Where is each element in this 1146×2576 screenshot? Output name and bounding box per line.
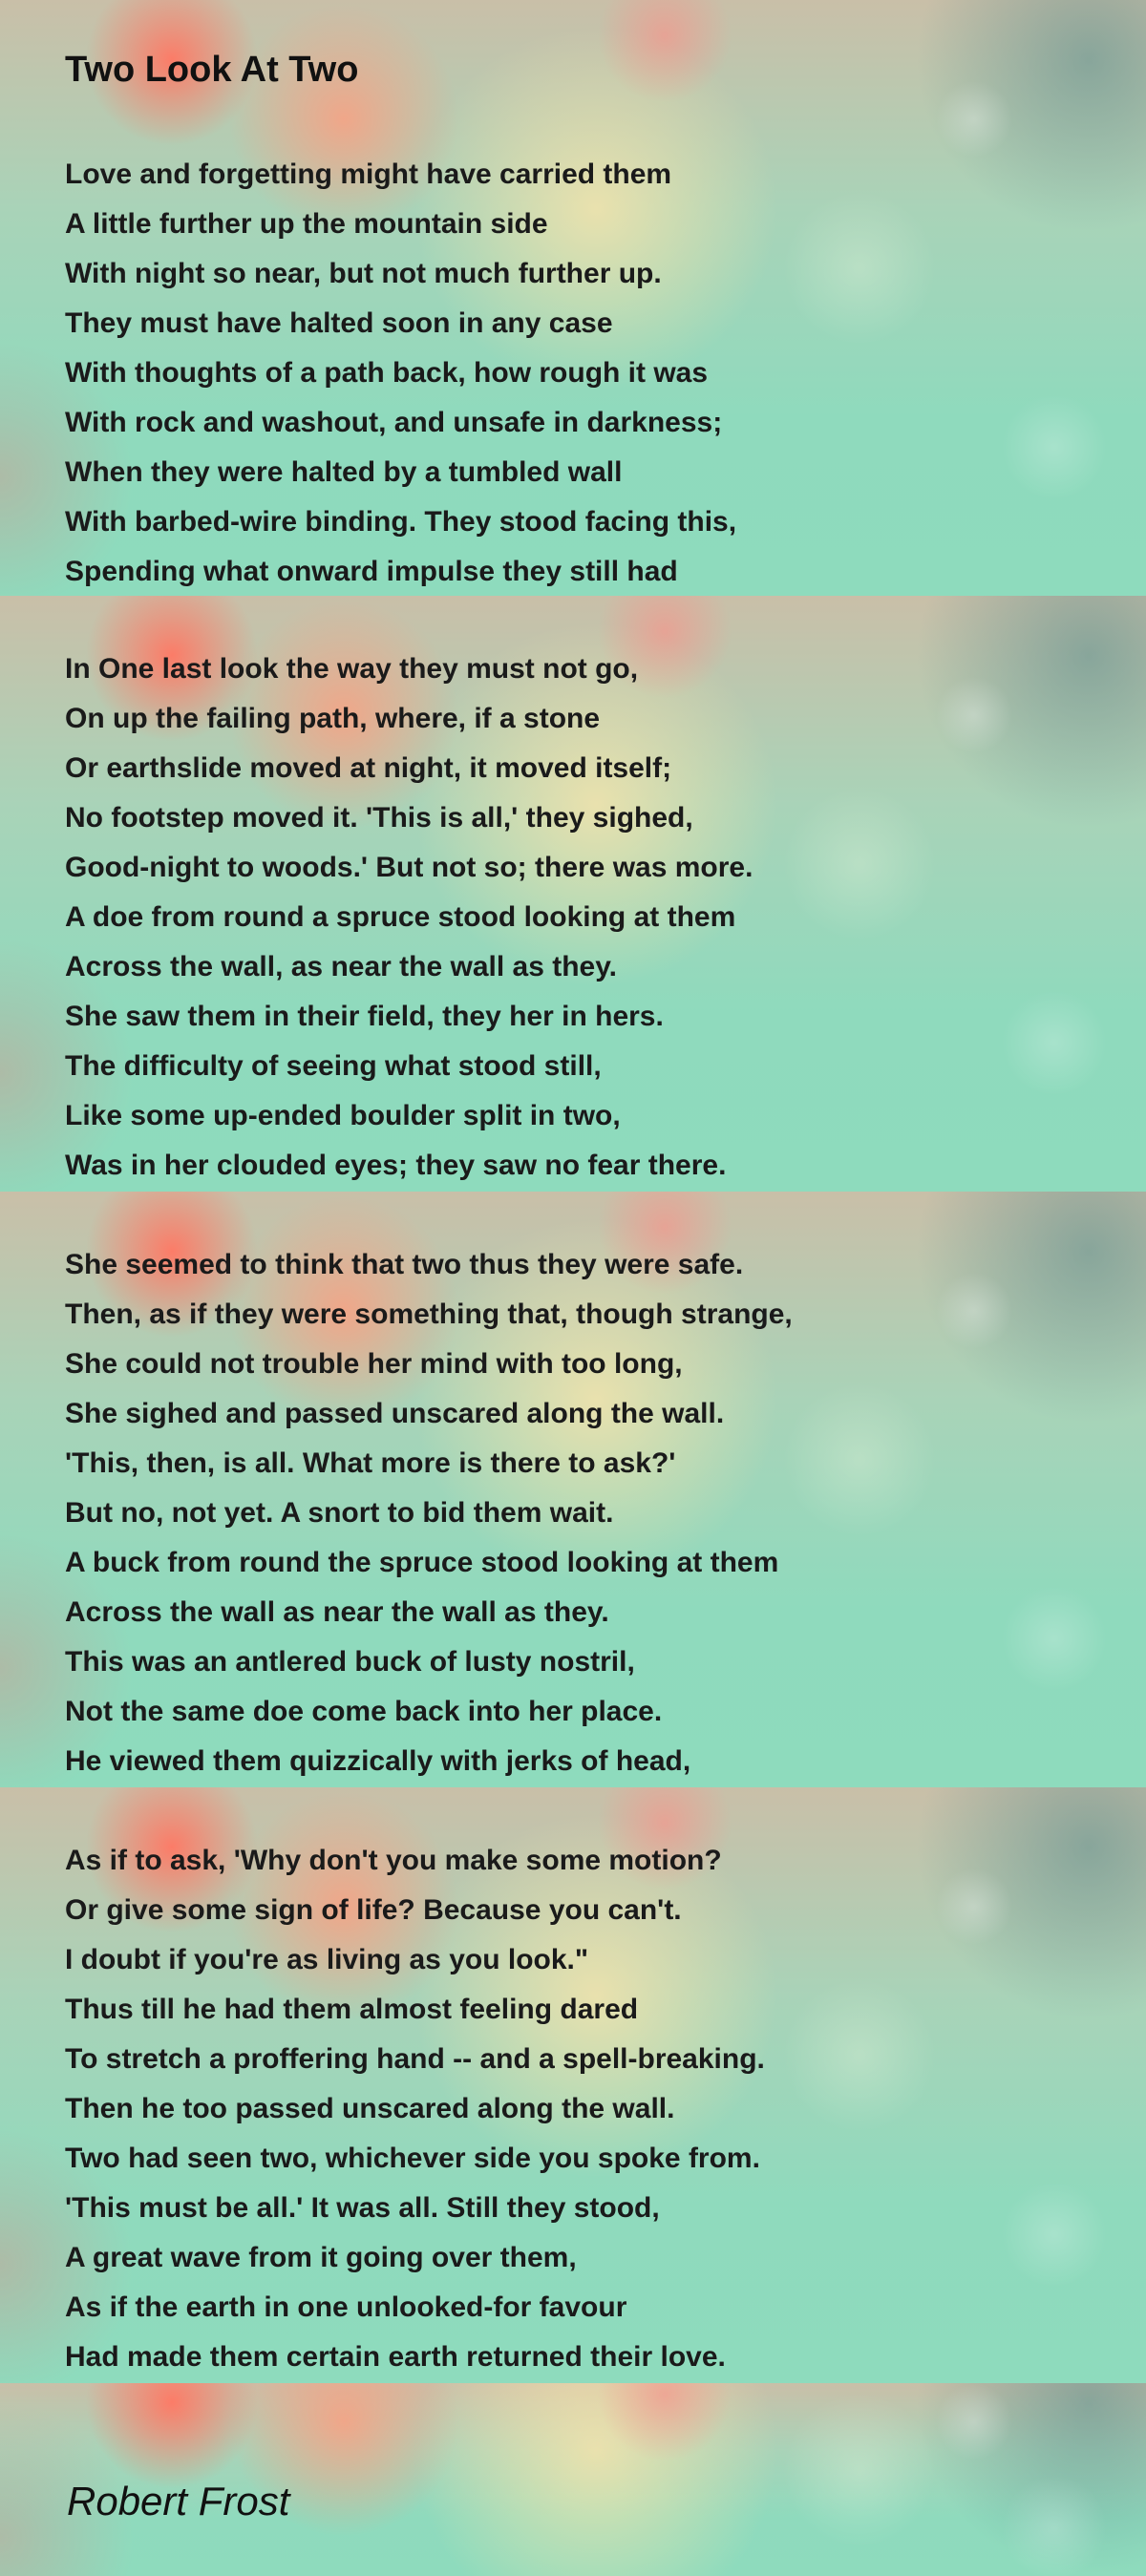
poem-line: Thus till he had them almost feeling dared [65, 1994, 639, 2025]
poem-line: She could not trouble her mind with too long, [65, 1348, 683, 1380]
poem-title: Two Look At Two [65, 50, 359, 90]
poem-line: With rock and washout, and unsafe in darkness; [65, 407, 723, 438]
poem-line: Like some up-ended boulder split in two, [65, 1100, 621, 1131]
poem-line: A buck from round the spruce stood looking at them [65, 1547, 779, 1578]
poem-line: A doe from round a spruce stood looking at them [65, 901, 736, 933]
poem-line: Or earthslide moved at night, it moved itself; [65, 752, 672, 784]
poem-line: With thoughts of a path back, how rough it was [65, 357, 709, 389]
poem-panel-1 [0, 0, 1146, 596]
poem-line: The difficulty of seeing what stood still, [65, 1050, 602, 1082]
poem-line: To stretch a proffering hand -- and a spell-breaking. [65, 2043, 765, 2075]
poem-line: No footstep moved it. 'This is all,' they sighed, [65, 802, 693, 834]
poem-line: A great wave from it going over them, [65, 2242, 577, 2273]
poem-line: Then he too passed unscared along the wall. [65, 2093, 675, 2124]
poem-line: She sighed and passed unscared along the wall. [65, 1398, 725, 1429]
poem-line: She seemed to think that two thus they were safe. [65, 1249, 744, 1280]
poem-author: Robert Frost [67, 2479, 290, 2523]
poem-line: This was an antlered buck of lusty nostril, [65, 1646, 635, 1678]
poem-line: Love and forgetting might have carried them [65, 158, 672, 190]
poem-line: Then, as if they were something that, though strange, [65, 1299, 793, 1330]
poem-line: Across the wall as near the wall as they. [65, 1596, 609, 1628]
poem-line: A little further up the mountain side [65, 208, 548, 240]
poem-line: He viewed them quizzically with jerks of head, [65, 1745, 691, 1777]
poem-line: On up the failing path, where, if a stone [65, 703, 601, 734]
poem-line: As if the earth in one unlooked-for favour [65, 2291, 627, 2323]
poem-line: Spending what onward impulse they still had [65, 556, 678, 587]
poem-line: Or give some sign of life? Because you can't. [65, 1894, 682, 1926]
poem-line: Was in her clouded eyes; they saw no fear there. [65, 1150, 727, 1181]
poem-line: Good-night to woods.' But not so; there was more. [65, 852, 753, 883]
poem-line: She saw them in their field, they her in hers. [65, 1001, 664, 1032]
poem-line: But no, not yet. A snort to bid them wait. [65, 1497, 614, 1529]
poem-panel-2 [0, 596, 1146, 1192]
stanza-1 [65, 150, 736, 596]
poem-line: Two had seen two, whichever side you spoke from. [65, 2143, 760, 2174]
poem-line: With night so near, but not much further up. [65, 258, 662, 289]
stanza-4 [65, 1836, 765, 2382]
stanza-3 [65, 1240, 793, 1786]
poem-line: As if to ask, 'Why don't you make some motion? [65, 1845, 722, 1876]
poem-panel-3 [0, 1192, 1146, 1787]
poem-line: Across the wall, as near the wall as they. [65, 951, 618, 982]
poem-line: With barbed-wire binding. They stood facing this, [65, 506, 737, 538]
poem-line: 'This, then, is all. What more is there to ask?' [65, 1447, 676, 1479]
poem-panel-4 [0, 1787, 1146, 2383]
poem-line: Had made them certain earth returned their love. [65, 2341, 726, 2373]
author-panel [0, 2383, 1146, 2576]
poem-line: 'This must be all.' It was all. Still they stood, [65, 2192, 660, 2224]
poem-line: Not the same doe come back into her place. [65, 1696, 663, 1727]
stanza-2 [65, 644, 753, 1191]
poem-line: When they were halted by a tumbled wall [65, 456, 623, 488]
poem-line: I doubt if you're as living as you look." [65, 1944, 589, 1975]
poem-line: In One last look the way they must not go, [65, 653, 639, 685]
poem-line: They must have halted soon in any case [65, 307, 613, 339]
